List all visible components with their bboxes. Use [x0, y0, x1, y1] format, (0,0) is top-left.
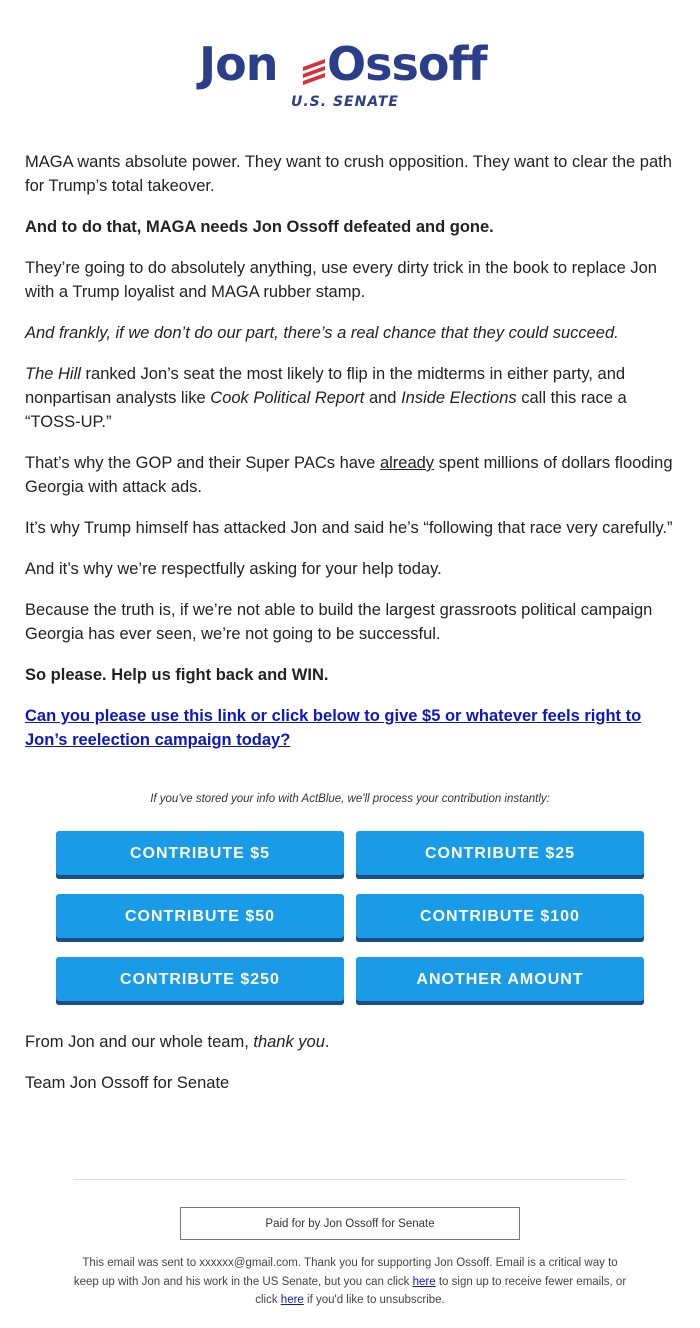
unsubscribe-link[interactable]: here: [280, 1294, 304, 1306]
closing-thanks-end: .: [324, 1033, 330, 1051]
paragraph-5-text-1: ranked Jon’s seat the most likely to flip in the midterms in either party, and nonpartisan analysts like: [25, 365, 626, 407]
paragraph-6: [25, 451, 679, 499]
publication-the-hill: The Hill: [25, 365, 81, 383]
publication-cook: Cook Political Report: [210, 389, 365, 407]
paragraph-3: They’re going to do absolutely anything, use every dirty trick in the book to replace Jon with a Trump loyalist and MAGA rubber stamp.: [25, 259, 657, 301]
logo-last-name: Ossoff: [327, 37, 487, 91]
paragraph-8: And it’s why we’re respectfully asking for your help today.: [25, 560, 442, 578]
another-amount-button[interactable]: ANOTHER AMOUNT: [356, 957, 644, 1005]
actblue-note: If you've stored your info with ActBlue, we'll process your contribution instantly:: [150, 793, 550, 805]
logo-first-name: Jon: [199, 37, 278, 91]
contribute-250-button[interactable]: CONTRIBUTE $250: [56, 957, 344, 1005]
paragraph-5: [25, 362, 679, 434]
logo-svg: [195, 34, 505, 116]
footer-text-3: if you'd like to unsubscribe.: [303, 1294, 445, 1306]
paragraph-5-text-2: and: [364, 389, 402, 407]
paragraph-7: It’s why Trump himself has attacked Jon and said he’s “following that race very carefully.”: [25, 519, 673, 537]
contribute-5-button[interactable]: CONTRIBUTE $5: [56, 831, 344, 879]
footer-text: [70, 1254, 630, 1310]
email-body: [25, 150, 679, 769]
contribute-50-button[interactable]: CONTRIBUTE $50: [56, 894, 344, 942]
paragraph-6-text-1: That’s why the GOP and their Super PACs have: [25, 454, 380, 472]
paragraph-4: And frankly, if we don’t do our part, there’s a real chance that they could succeed.: [25, 324, 619, 342]
campaign-logo: [0, 34, 700, 116]
footer-text-1: This email was sent to xxxxxx@gmail.com. Thank you for supporting Jon Ossoff. Email is a critical way to keep up with Jon and his work in the US Senate, but you can click: [73, 1257, 618, 1288]
paragraph-2: And to do that, MAGA needs Jon Ossoff defeated and gone.: [25, 218, 494, 236]
paragraph-10: So please. Help us fight back and WIN.: [25, 666, 329, 684]
closing: [25, 1030, 679, 1112]
closing-thanks-text: From Jon and our whole team,: [25, 1033, 254, 1051]
paragraph-6-text-2: spent millions of dollars flooding Georgia with attack ads.: [25, 454, 673, 496]
contribute-100-button[interactable]: CONTRIBUTE $100: [356, 894, 644, 942]
closing-thanks: [25, 1030, 679, 1054]
emphasis-already: already: [379, 454, 435, 472]
signature: Team Jon Ossoff for Senate: [25, 1074, 230, 1092]
closing-thanks-emphasis: thank you: [253, 1033, 325, 1051]
paragraph-9: Because the truth is, if we’re not able to build the largest grassroots political campaign Georgia has ever seen, we’re not going to be successful.: [25, 601, 653, 643]
footer-divider: [73, 1179, 626, 1180]
paragraph-5-text-3: call this race a “TOSS-UP.”: [25, 389, 627, 431]
flag-stripes-icon: [303, 59, 325, 85]
donate-link[interactable]: Can you please use this link or click below to give $5 or whatever feels right to Jon’s reelection campaign today?: [25, 707, 642, 749]
paragraph-cta: [25, 704, 679, 752]
footer-text-2: to sign up to receive fewer emails, or click: [255, 1275, 627, 1306]
contribute-25-button[interactable]: CONTRIBUTE $25: [356, 831, 644, 879]
paragraph-1: MAGA wants absolute power. They want to crush opposition. They want to clear the path for Trump’s total takeover.: [25, 153, 672, 195]
publication-inside-elections: Inside Elections: [401, 389, 517, 407]
fewer-emails-link[interactable]: here: [412, 1275, 436, 1288]
paid-for-disclaimer: Paid for by Jon Ossoff for Senate: [180, 1207, 520, 1240]
logo-subtitle: U.S. SENATE: [291, 94, 399, 110]
